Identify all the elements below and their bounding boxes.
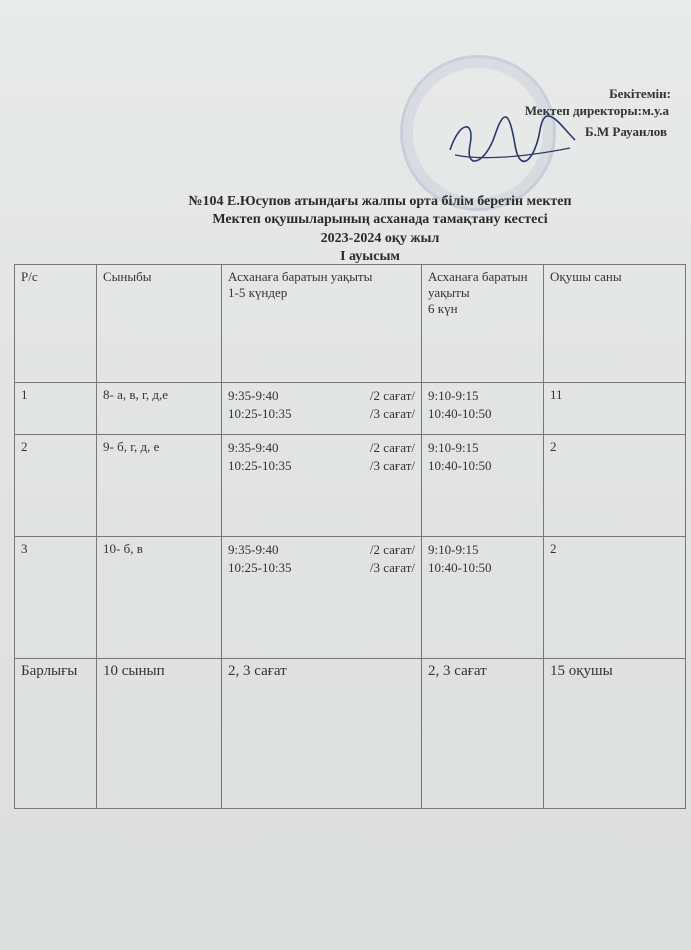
approval-label: Бекітемін: [609, 86, 671, 101]
row-class: 10- б, в [97, 537, 222, 659]
header-class: Сыныбы [97, 265, 222, 383]
weekday-hour-1: /2 сағат/ [369, 440, 415, 455]
table-header-row [15, 265, 686, 383]
header-weekday-days: 1-5 күндер [228, 285, 288, 300]
row-count: 2 [544, 537, 686, 659]
total-count: 15 оқушы [544, 659, 686, 809]
weekday-time-1: 9:35-9:40 [228, 440, 279, 455]
saturday-time-1: 9:10-9:15 [428, 542, 479, 557]
table-row [15, 383, 686, 435]
row-saturday-times [422, 537, 544, 659]
approval-name: Б.М Рауанлов [585, 124, 667, 139]
weekday-time-2: 10:25-10:35 [228, 560, 292, 575]
weekday-hour-2: /3 сағат/ [369, 406, 415, 421]
weekday-time-1: 9:35-9:40 [228, 388, 279, 403]
row-num: 1 [15, 383, 97, 435]
saturday-time-1: 9:10-9:15 [428, 440, 479, 455]
weekday-hour-2: /3 сағат/ [369, 560, 415, 575]
school-name: №104 Е.Юсупов атындағы жалпы орта білім беретін мектеп [188, 194, 572, 209]
row-weekday-times [222, 537, 422, 659]
schedule-table [14, 264, 686, 809]
row-class: 8- а, в, г, д,е [97, 383, 222, 435]
row-saturday-times [422, 435, 544, 537]
weekday-time-2: 10:25-10:35 [228, 458, 292, 473]
row-count: 11 [544, 383, 686, 435]
shift-label: I ауысым [340, 249, 400, 264]
row-weekday-times [222, 435, 422, 537]
weekday-time-1: 9:35-9:40 [228, 542, 279, 557]
weekday-time-2: 10:25-10:35 [228, 406, 292, 421]
saturday-time-1: 9:10-9:15 [428, 388, 479, 403]
row-num: 3 [15, 537, 97, 659]
total-classes: 10 сынып [97, 659, 222, 809]
table-row [15, 537, 686, 659]
header-weekday-time-label: Асханаға баратын уақыты [228, 269, 373, 284]
total-label: Барлығы [15, 659, 97, 809]
approval-director: Мектеп директоры:м.у.а [524, 103, 669, 118]
row-saturday-times [422, 383, 544, 435]
total-weekday-hours: 2, 3 сағат [222, 659, 422, 809]
row-class: 9- б, г, д, е [97, 435, 222, 537]
signature [440, 110, 580, 170]
table-row [15, 435, 686, 537]
row-count: 2 [544, 435, 686, 537]
academic-year: 2023-2024 оқу жыл [320, 231, 440, 246]
weekday-hour-2: /3 сағат/ [369, 458, 415, 473]
saturday-time-2: 10:40-10:50 [428, 560, 492, 575]
saturday-time-2: 10:40-10:50 [428, 406, 492, 421]
row-num: 2 [15, 435, 97, 537]
weekday-hour-1: /2 сағат/ [369, 542, 415, 557]
header-weekday-time [222, 265, 422, 383]
header-saturday-time [422, 265, 544, 383]
weekday-hour-1: /2 сағат/ [369, 388, 415, 403]
table-total-row [15, 659, 686, 809]
header-saturday-day: 6 күн [428, 301, 458, 316]
header-saturday-time-label: Асханаға баратын уақыты [428, 269, 528, 300]
document-title: Мектеп оқушыларының асханада тамақтану кестесі [212, 212, 548, 227]
row-weekday-times [222, 383, 422, 435]
header-count: Оқушы саны [544, 265, 686, 383]
total-saturday-hours: 2, 3 сағат [422, 659, 544, 809]
saturday-time-2: 10:40-10:50 [428, 458, 492, 473]
header-num: Р/с [15, 265, 97, 383]
